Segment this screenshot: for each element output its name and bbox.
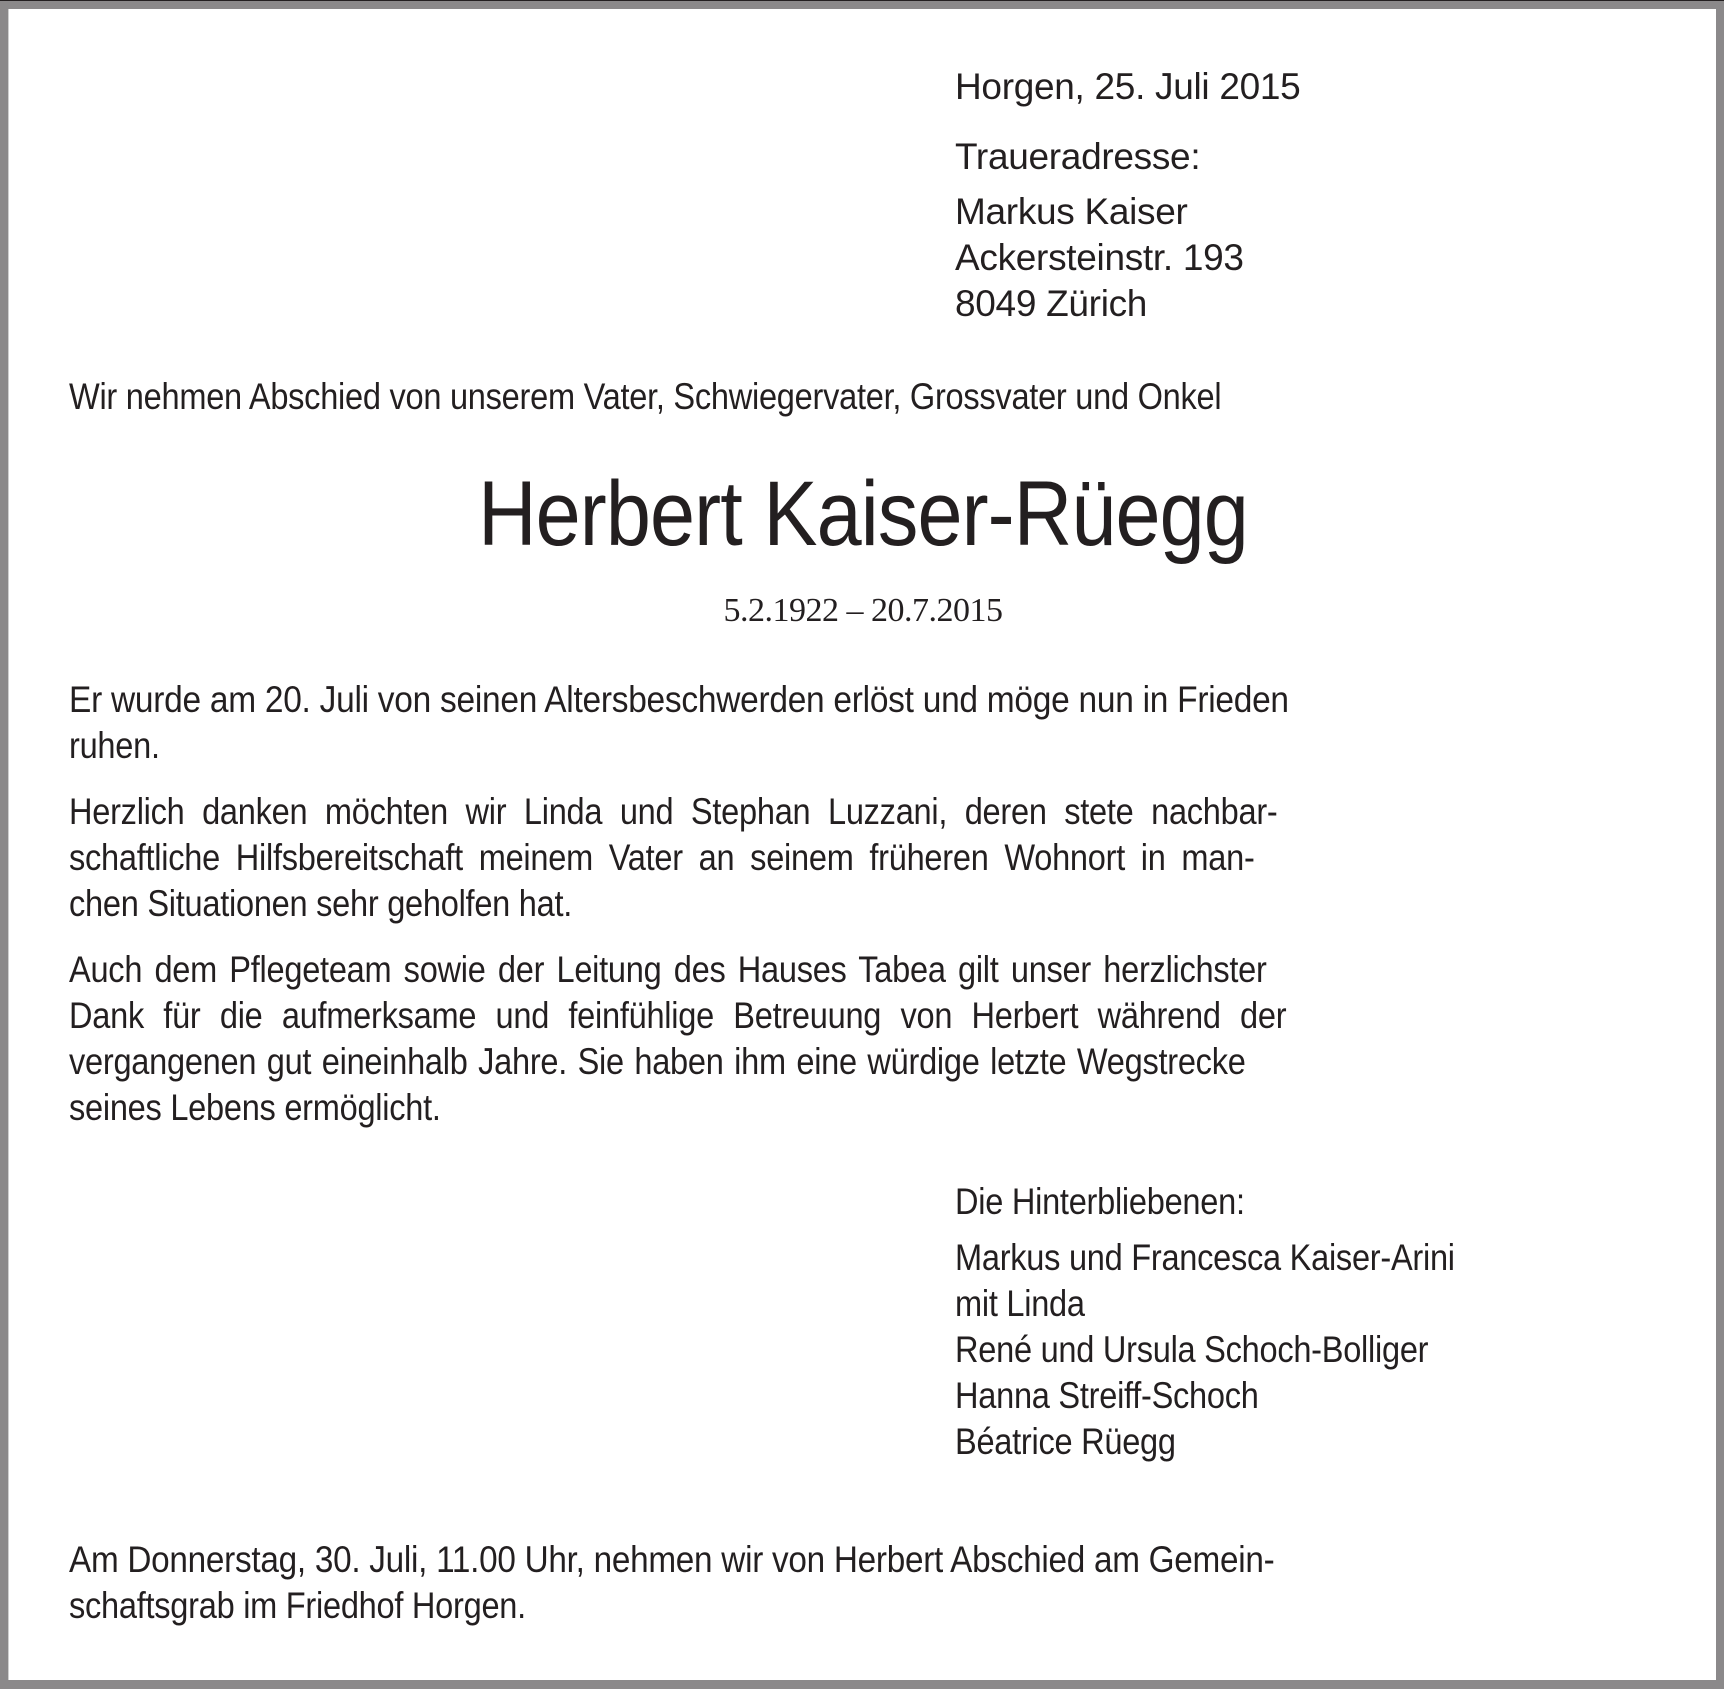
mourner-name: Béatrice Rüegg — [955, 1421, 1176, 1462]
mourners-label: Die Hinterbliebenen: — [955, 1181, 1245, 1222]
frame-top-edge — [0, 0, 1724, 1]
address-line: Ackersteinstr. 193 — [955, 237, 1244, 278]
funeral-line: schaftsgrab im Friedhof Horgen. — [69, 1585, 526, 1626]
paragraph-line: Dank für die aufmerksame und feinfühlige Betreuung von Herbert während der — [69, 995, 1287, 1036]
intro-text: Wir nehmen Abschied von unserem Vater, Schwiegervater, Grossvater und Onkel — [69, 376, 1222, 417]
address-label: Traueradresse: — [955, 136, 1201, 177]
mourner-name: Markus und Francesca Kaiser-Arini — [955, 1237, 1455, 1278]
mourner-name: mit Linda — [955, 1283, 1085, 1324]
life-dates: 5.2.1922 – 20.7.2015 — [723, 592, 1003, 629]
paragraph-line: Auch dem Pflegeteam sowie der Leitung des Hauses Tabea gilt unser herzlichster — [69, 949, 1267, 990]
paragraph-line: chen Situationen sehr geholfen hat. — [69, 883, 573, 924]
address-line: 8049 Zürich — [955, 283, 1148, 324]
deceased-name: Herbert Kaiser-Rüegg — [478, 463, 1248, 565]
obituary-page — [8, 9, 1716, 1680]
address-line: Markus Kaiser — [955, 191, 1188, 232]
paragraph-line: Er wurde am 20. Juli von seinen Altersbeschwerden erlöst und möge nun in Frieden — [69, 679, 1289, 720]
mourner-name: René und Ursula Schoch-Bolliger — [955, 1329, 1429, 1370]
paragraph-line: ruhen. — [69, 725, 160, 766]
funeral-line: Am Donnerstag, 30. Juli, 11.00 Uhr, nehmen wir von Herbert Abschied am Gemein- — [69, 1539, 1275, 1580]
paragraph-line: schaftliche Hilfsbereitschaft meinem Vater an seinem früheren Wohnort in man- — [69, 837, 1255, 878]
mourner-name: Hanna Streiff-Schoch — [955, 1375, 1259, 1416]
paragraph-line: Herzlich danken möchten wir Linda und Stephan Luzzani, deren stete nachbar- — [69, 791, 1278, 832]
paragraph-line: vergangenen gut eineinhalb Jahre. Sie haben ihm eine würdige letzte Wegstrecke — [69, 1041, 1246, 1082]
place-date: Horgen, 25. Juli 2015 — [955, 66, 1301, 107]
paragraph-line: seines Lebens ermöglicht. — [69, 1087, 441, 1128]
